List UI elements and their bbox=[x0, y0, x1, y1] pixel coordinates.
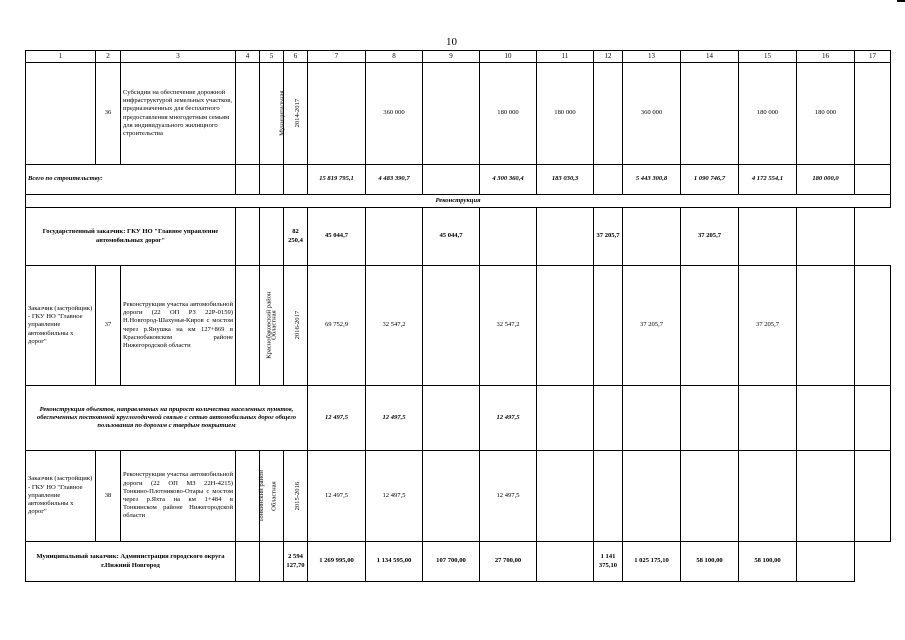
cell-value: 58 100,00 bbox=[739, 542, 797, 582]
col-number: 7 bbox=[308, 51, 366, 63]
cell-value: 180 000 bbox=[797, 63, 855, 165]
total-construction-row bbox=[26, 165, 891, 195]
col-number: 1 bbox=[26, 51, 96, 63]
cell-value: 12 497,5 bbox=[480, 451, 537, 542]
implementation-period: 2014-2017 bbox=[294, 99, 302, 128]
col-number: 13 bbox=[623, 51, 681, 63]
cell-value: 180 000 bbox=[480, 63, 537, 165]
cell-value: 15 819 795,1 bbox=[308, 165, 366, 195]
cell-value: 180 000 bbox=[739, 63, 797, 165]
cell-value: 27 700,00 bbox=[480, 542, 537, 582]
col-number: 2 bbox=[96, 51, 121, 63]
budget-level: Муниципальная bbox=[278, 90, 286, 137]
cell-value: 12 497,5 bbox=[480, 386, 537, 451]
state-customer-row bbox=[26, 208, 891, 266]
customer-name: Заказчик (застройщик) - ГКУ НО "Главное управление автомобильны х дорог" bbox=[26, 451, 96, 542]
subtotal-roads-row bbox=[26, 386, 891, 451]
cell-value: 360 000 bbox=[623, 63, 681, 165]
cell-value: 37 205,7 bbox=[739, 266, 797, 386]
col-number: 17 bbox=[855, 51, 891, 63]
cell-value: 32 547,2 bbox=[480, 266, 537, 386]
col-number: 3 bbox=[121, 51, 236, 63]
cell-value: 12 497,5 bbox=[308, 386, 366, 451]
cell-value: 32 547,2 bbox=[366, 266, 423, 386]
municipal-customer-row bbox=[26, 542, 891, 582]
row-number: 37 bbox=[96, 266, 121, 386]
cell-value: 1 141 375,10 bbox=[594, 542, 623, 582]
customer-name: Заказчик (застройщик) - ГКУ НО "Главное управление автомобильны х дорог" bbox=[26, 266, 96, 386]
col-number: 12 bbox=[594, 51, 623, 63]
section-title: Реконструкция bbox=[26, 195, 891, 208]
table-row-36 bbox=[26, 63, 891, 165]
cell-value: 37 205,7 bbox=[623, 266, 681, 386]
column-numbers-row bbox=[26, 51, 891, 63]
cell-value: 4 483 390,7 bbox=[366, 165, 423, 195]
implementation-period: 2015-2016 bbox=[294, 481, 302, 511]
col-number: 10 bbox=[480, 51, 537, 63]
investment-program-table bbox=[25, 50, 891, 582]
object-name: Субсидии на обеспечение дорожной инфраструктурой земельных участков, предназначенных для бесплатного предоставления многодетным семьям для индивидуального жилищного строительства bbox=[121, 63, 236, 165]
cell-value: 5 443 300,8 bbox=[623, 165, 681, 195]
cell-value: 1 269 995,00 bbox=[308, 542, 366, 582]
cell-value: 37 205,7 bbox=[681, 208, 739, 266]
cell-value: 12 497,5 bbox=[366, 451, 423, 542]
col-number: 8 bbox=[366, 51, 423, 63]
cell-value: 180 000,0 bbox=[797, 165, 855, 195]
col-number: 5 bbox=[260, 51, 284, 63]
table-row-37 bbox=[26, 266, 891, 386]
corner-mark bbox=[897, 0, 905, 2]
subtotal-label: Реконструкция объектов, направленных на прирост количества населенных пунктов, обеспеченных постоянной круглогодичной связью с сетью автомобильных дорог общего пользования по дорогам с твердым покрытием bbox=[26, 386, 308, 451]
cell-value: 183 030,3 bbox=[537, 165, 594, 195]
section-header-row bbox=[26, 195, 891, 208]
col-number: 6 bbox=[284, 51, 308, 63]
row-number: 36 bbox=[96, 63, 121, 165]
implementation-period: 2016-2017 bbox=[294, 311, 302, 340]
page-number: 10 bbox=[446, 36, 457, 48]
cell-value: 45 044,7 bbox=[423, 208, 480, 266]
district: Тонкинский район bbox=[257, 469, 265, 523]
district: Краснобаковский район bbox=[265, 291, 273, 360]
total-label: Всего по строительству: bbox=[26, 165, 236, 195]
cell-value: 37 205,7 bbox=[594, 208, 623, 266]
cell-value: 2 594 127,70 bbox=[284, 542, 308, 582]
cell-value: 1 090 746,7 bbox=[681, 165, 739, 195]
cell-value: 69 752,9 bbox=[308, 266, 366, 386]
col-number: 15 bbox=[739, 51, 797, 63]
municipal-customer-label: Муниципальный заказчик: Администрация городского округа г.Нижний Новгород bbox=[26, 542, 236, 582]
cell-value: 360 000 bbox=[366, 63, 423, 165]
cell-value: 45 044,7 bbox=[308, 208, 366, 266]
table-row-38 bbox=[26, 451, 891, 542]
cell-value: 180 000 bbox=[537, 63, 594, 165]
cell-value: 12 497,5 bbox=[366, 386, 423, 451]
state-customer-label: Государственный заказчик: ГКУ НО "Главное управление автомобильных дорог" bbox=[26, 208, 236, 266]
col-number: 4 bbox=[236, 51, 260, 63]
budget-level: Областная bbox=[270, 310, 278, 341]
col-number: 9 bbox=[423, 51, 480, 63]
cell-value: 58 100,00 bbox=[681, 542, 739, 582]
cell-value: 107 700,00 bbox=[423, 542, 480, 582]
cell-value: 4 300 360,4 bbox=[480, 165, 537, 195]
row-number: 38 bbox=[96, 451, 121, 542]
col-number: 11 bbox=[537, 51, 594, 63]
cell-value: 12 497,5 bbox=[308, 451, 366, 542]
col-number: 16 bbox=[797, 51, 855, 63]
object-name: Реконструкция участка автомобильной дороги (22 ОП МЗ 22Н-4215) Тонкино-Плотниково-Отары с мостом через р.Яхта на км 1+484 в Тонкинском районе Нижегородской области bbox=[121, 451, 236, 542]
object-name: Реконструкция участка автомобильной дороги (22 ОП РЗ 22Р-0159) Н.Новгород-Шахунья-Киров с мостом через р.Янушка на км 127+869 в Краснобаковском районе Нижегородской области bbox=[121, 266, 236, 386]
cell-value: 1 025 175,10 bbox=[623, 542, 681, 582]
col-number: 14 bbox=[681, 51, 739, 63]
cell-value: 1 134 595,00 bbox=[366, 542, 423, 582]
cell-value: 4 172 554,1 bbox=[739, 165, 797, 195]
budget-level: Областная bbox=[270, 481, 278, 511]
cell-value: 82 250,4 bbox=[284, 208, 308, 266]
